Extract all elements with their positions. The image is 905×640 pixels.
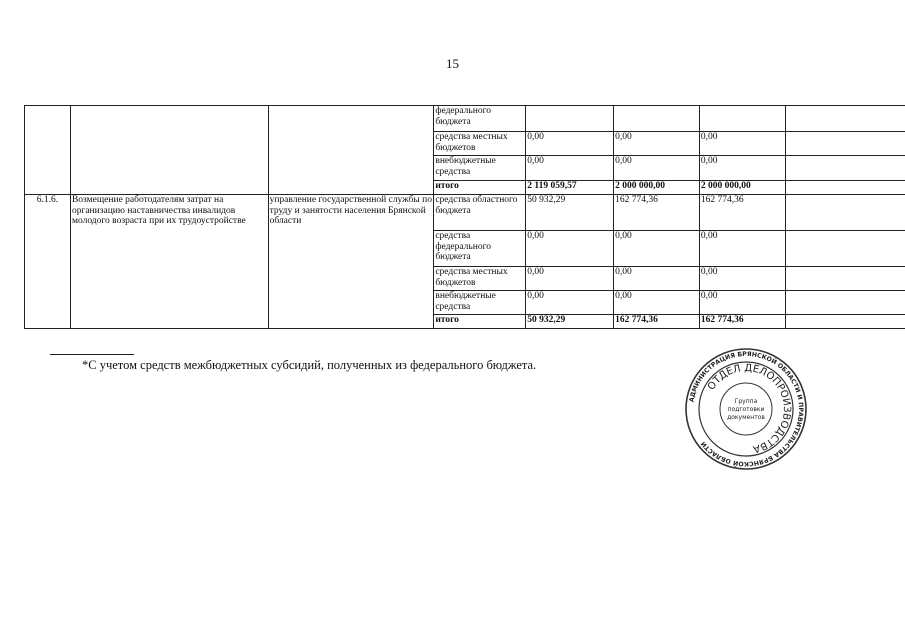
- value-cell: [614, 106, 700, 132]
- value-cell: 0,00: [699, 291, 785, 315]
- value-cell: 162 774,36: [699, 195, 785, 231]
- value-cell: [526, 106, 614, 132]
- page-number: 15: [446, 56, 459, 71]
- source-cell: внебюджетные средства: [434, 291, 526, 315]
- stamp-outer-text: АДМИНИСТРАЦИЯ БРЯНСКОЙ ОБЛАСТИ И ПРАВИТЕЛЬСТВА БРЯНСКОЙ ОБЛАСТИ: [688, 350, 805, 468]
- value-cell: 0,00: [614, 231, 700, 267]
- value-cell: 0,00: [526, 291, 614, 315]
- empty-cell: [785, 291, 905, 315]
- value-cell: 50 932,29: [526, 195, 614, 231]
- source-cell: федерального бюджета: [434, 106, 526, 132]
- source-cell: средства федерального бюджета: [434, 231, 526, 267]
- value-cell: 0,00: [699, 267, 785, 291]
- empty-cell: [785, 267, 905, 291]
- measure-cell: Возмещение работодателям затрат на организацию наставничества инвалидов молодого возраста при их трудоустройстве: [70, 195, 268, 329]
- empty-cell: [785, 132, 905, 156]
- executor-cell: [268, 106, 434, 195]
- stamp-center-line: Группа: [734, 398, 758, 405]
- value-cell: 0,00: [699, 231, 785, 267]
- value-cell: 0,00: [614, 156, 700, 181]
- source-cell: внебюджетные средства: [434, 156, 526, 181]
- total-value-cell: 50 932,29: [526, 315, 614, 329]
- total-label-cell: итого: [434, 315, 526, 329]
- value-cell: [699, 106, 785, 132]
- empty-cell: [785, 231, 905, 267]
- total-value-cell: 162 774,36: [699, 315, 785, 329]
- value-cell: 0,00: [526, 156, 614, 181]
- empty-cell: [785, 195, 905, 231]
- item-number-cell: [25, 106, 71, 195]
- source-cell: средства местных бюджетов: [434, 267, 526, 291]
- total-value-cell: 2 000 000,00: [614, 181, 700, 195]
- stamp-center-line: документов: [727, 414, 765, 421]
- stamp-inner-text: ОТДЕЛ ДЕЛОПРОИЗВОДСТВА: [705, 362, 793, 455]
- budget-table: [24, 105, 905, 329]
- footnote: *С учетом средств межбюджетных субсидий, полученных из федерального бюджета.: [82, 358, 537, 372]
- source-cell: средства местных бюджетов: [434, 132, 526, 156]
- executor-cell: управление государственной службы по труду и занятости населения Брянской области: [268, 195, 434, 329]
- table-row: [25, 195, 905, 231]
- value-cell: 0,00: [526, 132, 614, 156]
- value-cell: 162 774,36: [614, 195, 700, 231]
- empty-cell: [785, 106, 905, 132]
- value-cell: 0,00: [614, 291, 700, 315]
- stamp-center-line: подготовки: [727, 406, 765, 413]
- table-row: [25, 106, 905, 132]
- measure-cell: [70, 106, 268, 195]
- office-stamp: [684, 347, 808, 471]
- total-label-cell: итого: [434, 181, 526, 195]
- footnote-divider: [50, 354, 134, 355]
- total-value-cell: 2 000 000,00: [699, 181, 785, 195]
- value-cell: 0,00: [699, 132, 785, 156]
- value-cell: 0,00: [699, 156, 785, 181]
- value-cell: 0,00: [614, 267, 700, 291]
- empty-cell: [785, 181, 905, 195]
- value-cell: 0,00: [526, 267, 614, 291]
- empty-cell: [785, 156, 905, 181]
- empty-cell: [785, 315, 905, 329]
- value-cell: 0,00: [526, 231, 614, 267]
- item-number-cell: 6.1.6.: [25, 195, 71, 329]
- total-value-cell: 2 119 059,57: [526, 181, 614, 195]
- total-value-cell: 162 774,36: [614, 315, 700, 329]
- source-cell: средства областного бюджета: [434, 195, 526, 231]
- value-cell: 0,00: [614, 132, 700, 156]
